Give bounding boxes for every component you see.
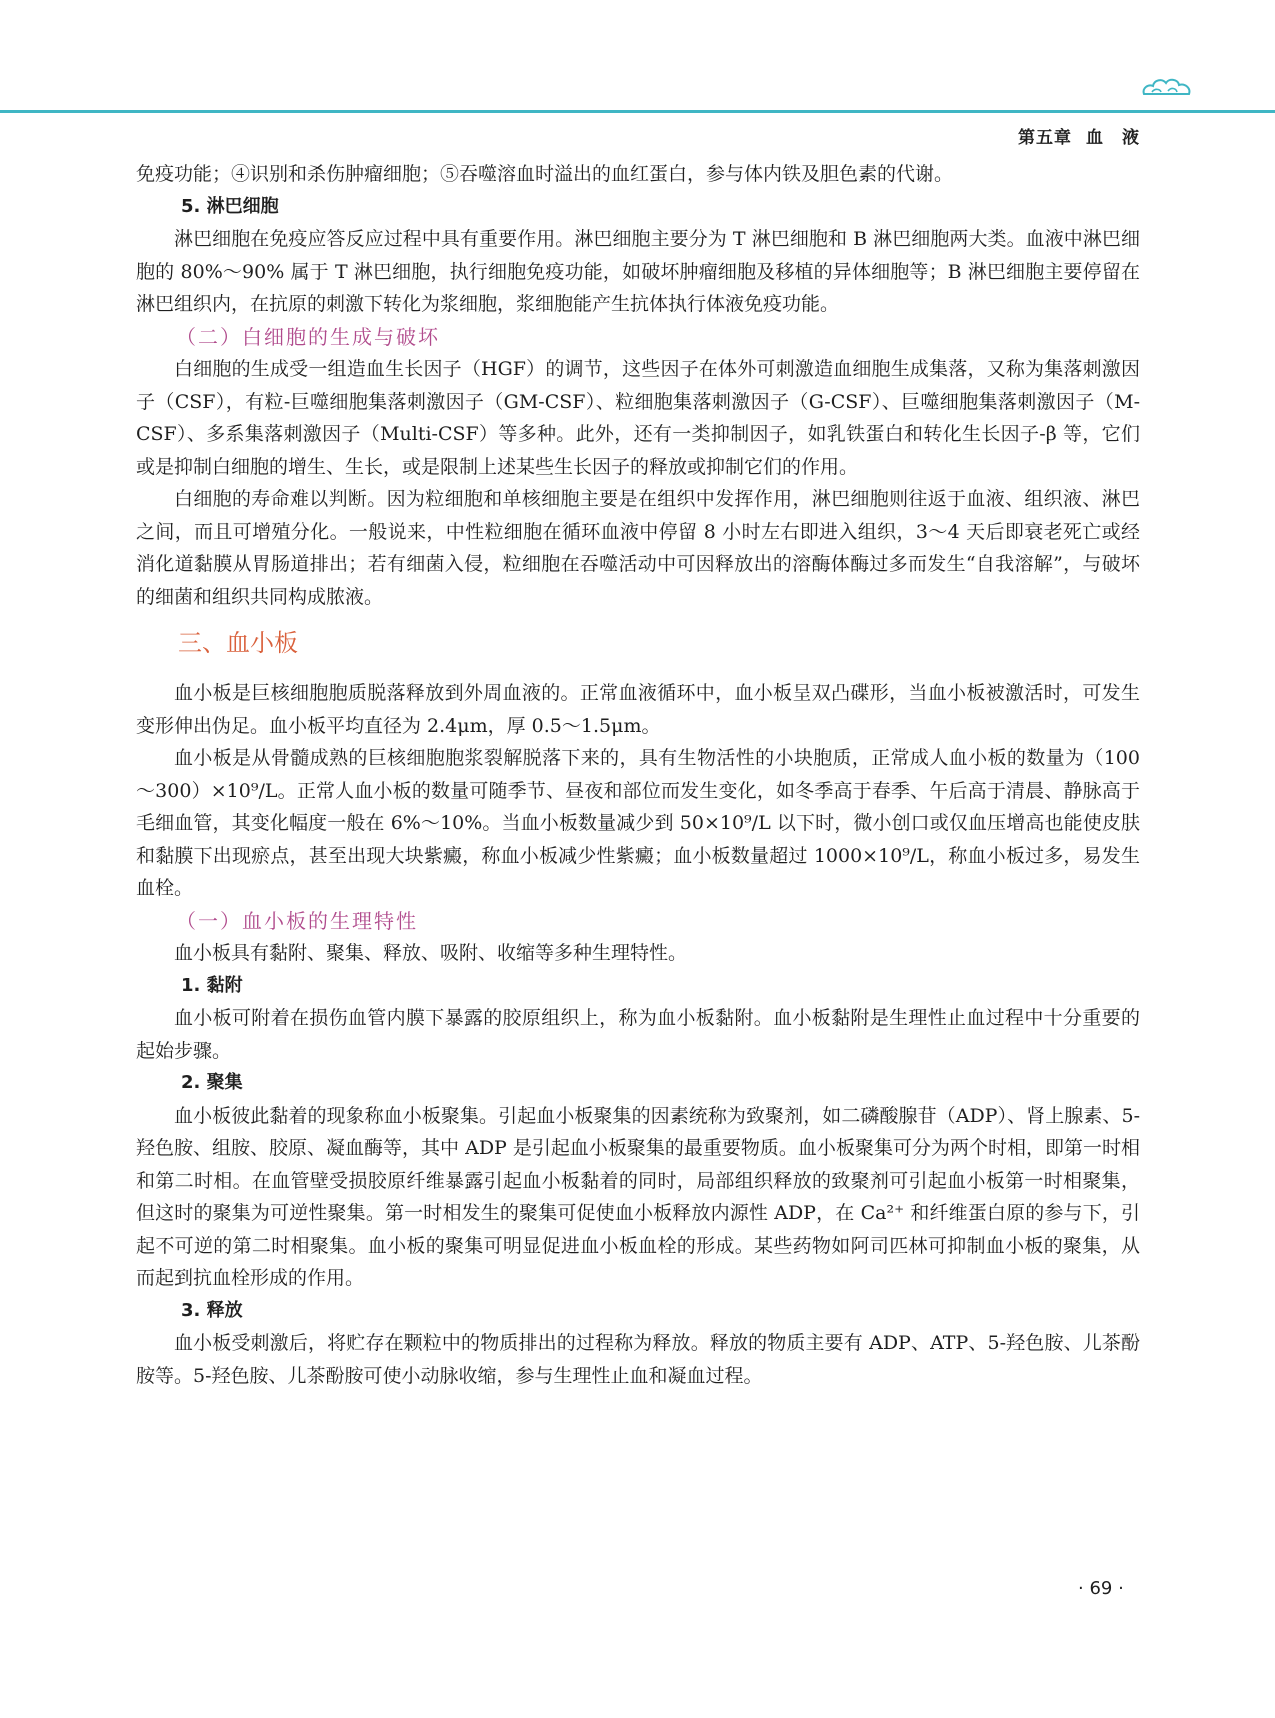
- header-rule: [0, 110, 1275, 113]
- page-number: · 69 ·: [1078, 1578, 1124, 1599]
- paragraph-continuation: 免疫功能；④识别和杀伤肿瘤细胞；⑤吞噬溶血时溢出的血红蛋白，参与体内铁及胆色素的代谢。: [136, 163, 954, 185]
- paragraph: 血小板可附着在损伤血管内膜下暴露的胶原组织上，称为血小板黏附。血小板黏附是生理性止血过程中十分重要的起始步骤。: [136, 1007, 1140, 1062]
- paragraph: 血小板具有黏附、聚集、释放、吸附、收缩等多种生理特性。: [174, 942, 688, 964]
- chapter-label: 第五章: [1018, 128, 1072, 148]
- item-heading: 2. 聚集: [181, 1072, 243, 1093]
- paragraph: 血小板是巨核细胞胞质脱落释放到外周血液的。正常血液循环中，血小板呈双凸碟形，当血小板被激活时，可发生变形伸出伪足。血小板平均直径为 2.4μm，厚 0.5～1.5μm。: [136, 682, 1140, 737]
- subsection-heading: （一）血小板的生理特性: [176, 908, 418, 933]
- running-head: [1018, 123, 1140, 148]
- paragraph: 淋巴细胞在免疫应答反应过程中具有重要作用。淋巴细胞主要分为 T 淋巴细胞和 B 淋巴细胞两大类。血液中淋巴细胞的 80%～90% 属于 T 淋巴细胞，执行细胞免疫功能，如破坏肿瘤细胞及移植的异体细胞等；B 淋巴细胞主要停留在淋巴组织内，在抗原的刺激下转化为浆细胞，浆细胞能产生抗体执行体液免疫功能。: [136, 228, 1140, 315]
- paragraph: 血小板是从骨髓成熟的巨核细胞胞浆裂解脱落下来的，具有生物活性的小块胞质，正常成人血小板的数量为（100～300）×10⁹/L。正常人血小板的数量可随季节、昼夜和部位而发生变化，如冬季高于春季、午后高于清晨、静脉高于毛细血管，其变化幅度一般在 6%～10%。当血小板数量减少到 50×10⁹/L 以下时，微小创口或仅血压增高也能使皮肤和黏膜下出现瘀点，甚至出现大块紫癜，称血小板减少性紫癜；血小板数量超过 1000×10⁹/L，称血小板过多，易发生血栓。: [136, 747, 1140, 899]
- cloud-ornament-icon: [1140, 74, 1194, 100]
- subsection-heading: （二）白细胞的生成与破坏: [176, 324, 440, 349]
- item-heading: 3. 释放: [181, 1299, 243, 1321]
- paragraph: 血小板受刺激后，将贮存在颗粒中的物质排出的过程称为释放。释放的物质主要有 ADP、ATP、5-羟色胺、儿茶酚胺等。5-羟色胺、儿茶酚胺可使小动脉收缩，参与生理性止血和凝血过程。: [136, 1332, 1140, 1387]
- section-heading: 三、血小板: [178, 629, 298, 657]
- item-heading: 1. 黏附: [181, 974, 243, 996]
- paragraph: 血小板彼此黏着的现象称血小板聚集。引起血小板聚集的因素统称为致聚剂，如二磷酸腺苷（ADP）、肾上腺素、5-羟色胺、组胺、胶原、凝血酶等，其中 ADP 是引起血小板聚集的最重要物质。血小板聚集可分为两个时相，即第一时相和第二时相。在血管壁受损胶原纤维暴露引起血小板黏着的同时，局部组织释放的致聚剂可引起血小板第一时相聚集，但这时的聚集为可逆性聚集。第一时相发生的聚集可促使血小板释放内源性 ADP，在 Ca²⁺ 和纤维蛋白原的参与下，引起不可逆的第二时相聚集。血小板的聚集可明显促进血小板血栓的形成。某些药物如阿司匹林可抑制血小板的聚集，从而起到抗血栓形成的作用。: [136, 1104, 1140, 1289]
- page-body: [136, 158, 1140, 1392]
- paragraph: 白细胞的寿命难以判断。因为粒细胞和单核细胞主要是在组织中发挥作用，淋巴细胞则往返于血液、组织液、淋巴之间，而且可增殖分化。一般说来，中性粒细胞在循环血液中停留 8 小时左右即进入组织，3～4 天后即衰老死亡或经消化道黏膜从胃肠道排出；若有细菌入侵，粒细胞在吞噬活动中可因释放出的溶酶体酶过多而发生“自我溶解”，与破坏的细菌和组织共同构成脓液。: [136, 488, 1140, 608]
- item-heading: 5. 淋巴细胞: [181, 195, 279, 217]
- paragraph: 白细胞的生成受一组造血生长因子（HGF）的调节，这些因子在体外可刺激造血细胞生成集落，又称为集落刺激因子（CSF），有粒-巨噬细胞集落刺激因子（GM-CSF）、粒细胞集落刺激因子（G-CSF）、巨噬细胞集落刺激因子（M-CSF）、多系集落刺激因子（Multi-CSF）等多种。此外，还有一类抑制因子，如乳铁蛋白和转化生长因子-β 等，它们或是抑制白细胞的增生、生长，或是限制上述某些生长因子的释放或抑制它们的作用。: [136, 358, 1140, 478]
- chapter-title: 血 液: [1086, 128, 1140, 148]
